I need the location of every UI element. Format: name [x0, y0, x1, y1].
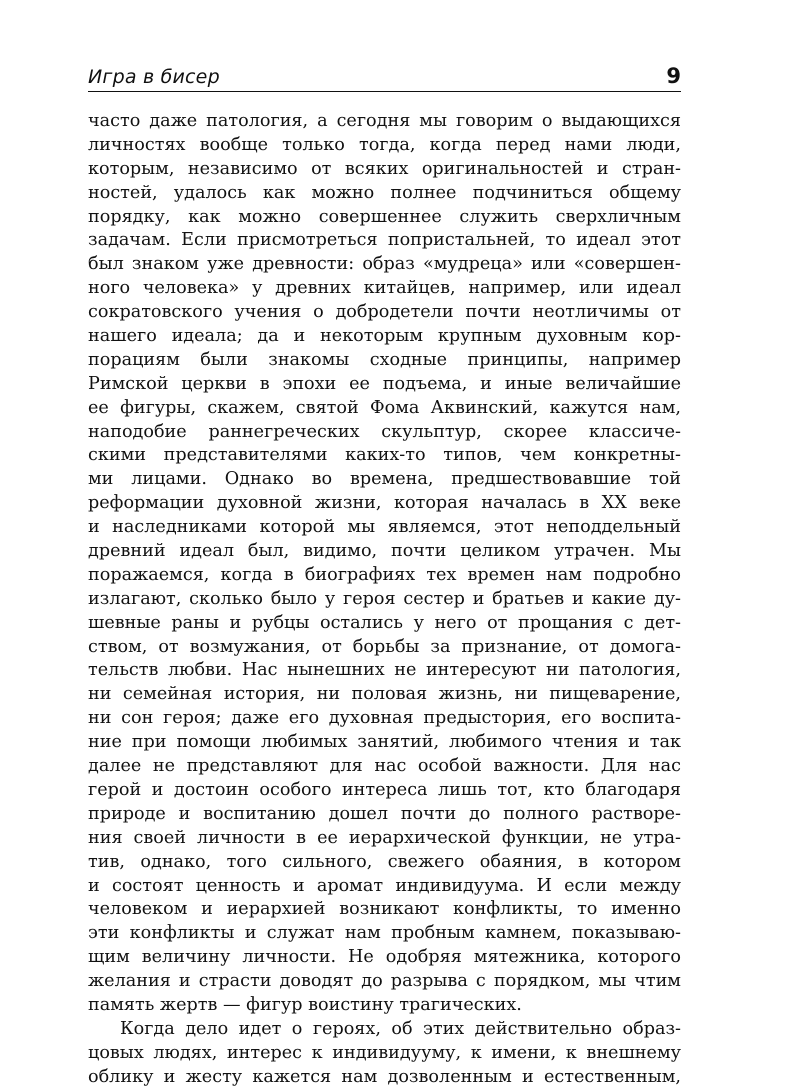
text-line: порядку, как можно совершеннее служить сверхличным: [88, 206, 681, 227]
text-line: часто даже патология, а сегодня мы говорим о выдающихся: [88, 111, 681, 131]
text-line: задачам. Если присмотреться попристальней, то идеал этот: [88, 230, 681, 251]
text-line: тив, однако, того сильного, свежего обаяния, в котором: [88, 851, 681, 872]
text-line: герой и достоин особого интереса лишь тот, кто благодаря: [88, 779, 681, 800]
text-line: Римской церкви в эпохи ее подъема, и иные величайшие: [88, 373, 681, 394]
text-line: которым, независимо от всяких оригинальностей и стран-: [88, 158, 681, 179]
text-line: тельств любви. Нас нынешних не интересуют ни патология,: [88, 660, 681, 681]
text-line: ного человека» у древних китайцев, например, или идеал: [88, 278, 681, 299]
text-line: ния своей личности в ее иерархической функции, не утра-: [88, 827, 681, 848]
text-line: желания и страсти доводят до разрыва с порядком, мы чтим: [88, 971, 681, 992]
text-line: скими представителями каких-то типов, чем конкретны-: [88, 445, 681, 466]
text-line: древний идеал был, видимо, почти целиком утрачен. Мы: [88, 541, 681, 562]
text-line: облику и жесту кажется нам дозволенным и естественным,: [88, 1066, 681, 1087]
text-line: нашего идеала; да и некоторым крупным духовным кор-: [88, 326, 681, 347]
paragraph-end-line: память жертв — фигур воистину трагических.: [88, 994, 522, 1015]
text-line: наподобие раннегреческих скульптур, скорее классиче-: [88, 421, 681, 442]
text-line: ми лицами. Однако во времена, предшествовавшие той: [88, 469, 681, 490]
text-line: излагают, сколько было у героя сестер и братьев и какие ду-: [88, 588, 681, 609]
text-line: далее не представляют для нас особой важности. Для нас: [88, 756, 681, 777]
text-line: поражаемся, когда в биографиях тех времен нам подробно: [88, 564, 681, 585]
paragraph-start-line: Когда дело идет о героях, об этих действительно образ-: [120, 1018, 681, 1039]
text-line: ни семейная история, ни половая жизнь, ни пищеварение,: [88, 684, 681, 705]
text-line: ностей, удалось как можно полнее подчиниться общему: [88, 182, 681, 203]
text-line: и наследниками которой мы являемся, этот неподдельный: [88, 517, 681, 538]
text-line: личностях вообще только тогда, когда перед нами люди,: [88, 134, 681, 155]
text-line: реформации духовной жизни, которая началась в XX веке: [88, 493, 681, 514]
text-line: сократовского учения о добродетели почти неотличимы от: [88, 302, 681, 323]
text-line: ни сон героя; даже его духовная предыстория, его воспита-: [88, 708, 681, 729]
body-text: [88, 110, 681, 1090]
text-line: ние при помощи любимых занятий, любимого чтения и так: [88, 732, 681, 753]
text-line: цовых людях, интерес к индивидууму, к имени, к внешнему: [88, 1042, 681, 1063]
header-rule: [88, 91, 681, 92]
text-line: и состоят ценность и аромат индивидуума. И если между: [88, 875, 681, 896]
text-line: щим величину личности. Не одобряя мятежника, которого: [88, 947, 681, 968]
page-number: 9: [666, 64, 681, 88]
text-line: эти конфликты и служат нам пробным камнем, показываю-: [88, 923, 681, 944]
running-header: [88, 62, 681, 92]
text-line: ством, от возмужания, от борьбы за признание, от домога-: [88, 636, 681, 657]
text-line: шевные раны и рубцы остались у него от прощания с дет-: [88, 612, 681, 633]
text-line: порациям были знакомы сходные принципы, например: [88, 349, 681, 370]
text-line: ее фигуры, скажем, святой Фома Аквинский, кажутся нам,: [88, 397, 681, 418]
text-line: природе и воспитанию дошел почти до полного растворе-: [88, 803, 681, 824]
book-title: Игра в бисер: [88, 66, 220, 88]
text-line: человеком и иерархией возникают конфликты, то именно: [88, 899, 681, 920]
text-line: был знаком уже древности: образ «мудреца» или «совершен-: [88, 254, 681, 275]
